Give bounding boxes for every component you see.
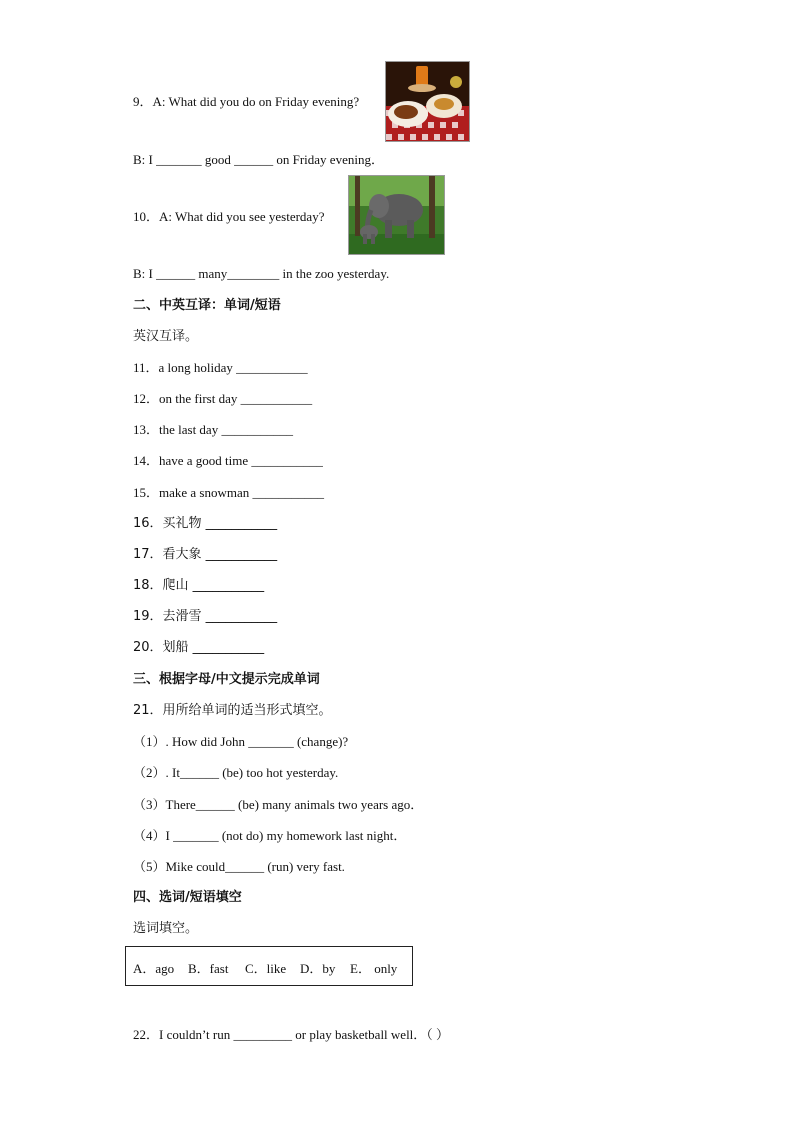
word-option: E． only	[350, 961, 398, 976]
list-item: （4）I _______ (not do) my homework last night．	[133, 828, 407, 843]
list-item: （3）There______ (be) many animals two years ago．	[133, 797, 424, 812]
list-item: 18．爬山 ___________	[133, 578, 265, 593]
section2-instruction: 英汉互译。	[133, 329, 199, 344]
q9-answer-line: B: I _______ good ______ on Friday evening．	[133, 152, 384, 167]
q9-prompt: 9．A: What did you do on Friday evening?	[133, 94, 360, 109]
dinner-picture-icon	[386, 62, 469, 141]
list-item: 17．看大象 ___________	[133, 547, 278, 562]
word-bank-box	[125, 946, 413, 986]
list-item: （5）Mike could______ (run) very fast.	[133, 859, 345, 874]
elephant-image	[348, 175, 445, 255]
list-item: 11．a long holiday ___________	[133, 360, 308, 375]
list-item: 20．划船 ___________	[133, 640, 265, 655]
section4-instruction: 选词填空。	[133, 921, 199, 936]
section4-title: 四、选词/短语填空	[133, 890, 242, 905]
list-item: 12．on the first day ___________	[133, 391, 313, 406]
list-item: 13．the last day ___________	[133, 422, 293, 437]
q10-answer-line: B: I ______ many________ in the zoo yesterday.	[133, 266, 390, 281]
list-item: 19．去滑雪 ___________	[133, 609, 278, 624]
q22-line: 22．I couldn’t run _________ or play basketball well．（ ）	[133, 1027, 450, 1042]
list-item: （1）. How did John _______ (change)?	[133, 734, 349, 749]
word-option: C．like	[245, 961, 287, 976]
dinner-image	[385, 61, 470, 142]
elephant-picture-icon	[349, 176, 444, 254]
section3-instruction: 21．用所给单词的适当形式填空。	[133, 703, 332, 718]
section2-title: 二、中英互译：单词/短语	[133, 298, 281, 313]
list-item: 14．have a good time ___________	[133, 453, 323, 468]
word-option: B．fast	[188, 961, 229, 976]
word-option: D．by	[300, 961, 336, 976]
q10-prompt: 10．A: What did you see yesterday?	[133, 209, 325, 224]
word-option: A．ago	[133, 961, 175, 976]
list-item: 16．买礼物 ___________	[133, 516, 278, 531]
list-item: （2）. It______ (be) too hot yesterday.	[133, 765, 339, 780]
list-item: 15．make a snowman ___________	[133, 485, 325, 500]
section3-title: 三、根据字母/中文提示完成单词	[133, 672, 320, 687]
